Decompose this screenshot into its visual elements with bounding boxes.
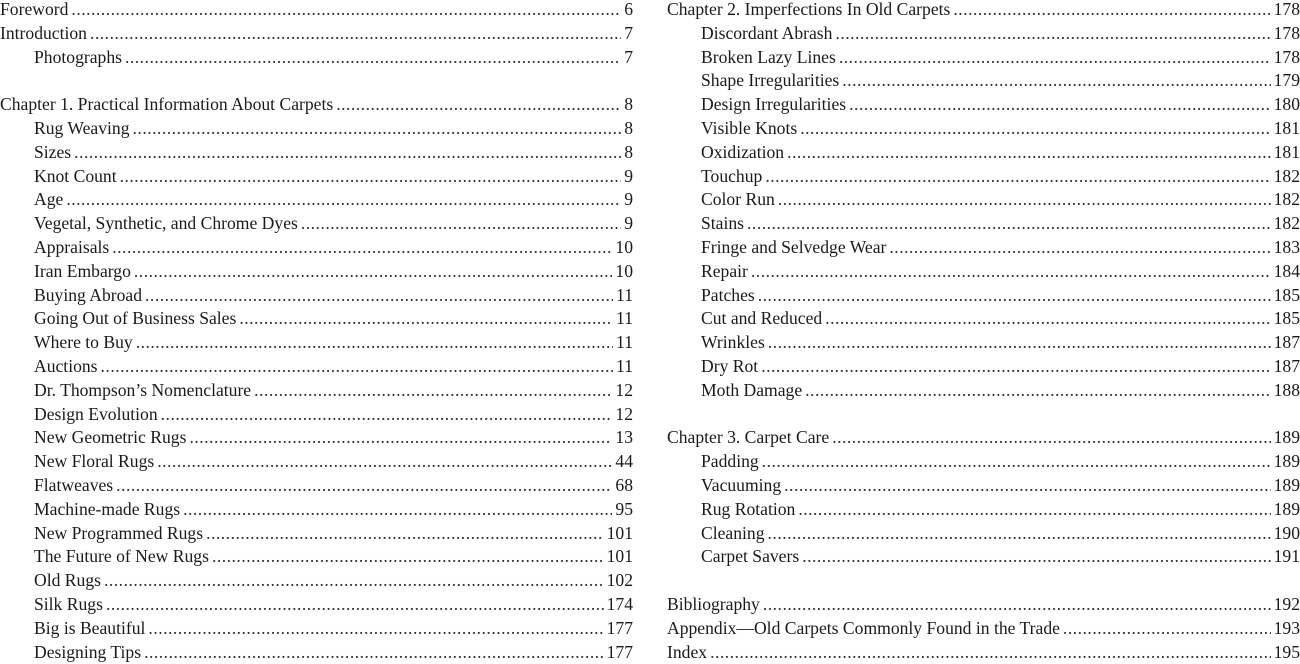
- dot-leader: [71, 0, 621, 22]
- toc-entry: [0, 474, 633, 498]
- toc-entry-title: Design Irregularities: [701, 94, 847, 115]
- toc-entry: [0, 46, 633, 70]
- toc-entry: [0, 450, 633, 474]
- toc-entry-page-number: 6: [624, 0, 633, 19]
- toc-entry-page-number: 12: [615, 403, 633, 424]
- toc-entry-page-number: 178: [1273, 22, 1300, 43]
- dot-leader: [133, 117, 622, 141]
- toc-entry-title: Knot Count: [34, 165, 117, 186]
- toc-entry: [667, 46, 1300, 70]
- toc-entry-title: Chapter 3. Carpet Care: [667, 427, 830, 448]
- toc-entry-title: Cleaning: [701, 522, 765, 543]
- toc-entry-title: Vegetal, Synthetic, and Chrome Dyes: [34, 213, 298, 234]
- dot-leader: [825, 307, 1270, 331]
- toc-entry: [0, 522, 633, 546]
- dot-leader: [842, 69, 1270, 93]
- toc-entry: [667, 69, 1300, 93]
- toc-entry-page-number: 8: [624, 118, 633, 138]
- toc-entry-page-number: 192: [1273, 594, 1300, 614]
- toc-entry-page-number: 10: [615, 260, 633, 281]
- toc-entry-page-number: 185: [1273, 308, 1300, 329]
- toc-entry: [0, 593, 633, 617]
- dot-leader: [889, 236, 1270, 260]
- dot-leader: [762, 450, 1271, 474]
- toc-entry-page-number: 191: [1273, 546, 1300, 567]
- toc-entry-page-number: 190: [1273, 522, 1300, 543]
- toc-entry-title: Flatweaves: [34, 475, 114, 495]
- toc-entry-page-number: 11: [616, 356, 633, 376]
- toc-entry: [0, 284, 633, 308]
- toc-entry-title: Stains: [701, 213, 745, 234]
- toc-entry-title: Rug Weaving: [34, 118, 130, 138]
- dot-leader: [106, 593, 604, 617]
- toc-entry-page-number: 179: [1273, 70, 1300, 91]
- toc-entry-page-number: 187: [1273, 356, 1300, 376]
- toc-entry-title: Silk Rugs: [34, 594, 103, 614]
- toc-entry: [0, 93, 633, 117]
- toc-entry-page-number: 185: [1273, 284, 1300, 305]
- dot-leader: [849, 93, 1271, 117]
- toc-entry-page-number: 101: [606, 522, 633, 543]
- toc-entry-title: Auctions: [34, 356, 98, 376]
- toc-entry-title: Dry Rot: [701, 356, 759, 376]
- toc-entry: [667, 593, 1300, 617]
- toc-entry-title: Chapter 2. Imperfections In Old Carpets: [667, 0, 951, 19]
- dot-leader: [839, 46, 1271, 70]
- toc-entry: [0, 117, 633, 141]
- toc-entry-title: Cut and Reduced: [701, 308, 823, 329]
- toc-entry-page-number: 9: [624, 213, 633, 234]
- toc-entry-page-number: 7: [624, 22, 633, 43]
- toc-entry-page-number: 182: [1273, 189, 1300, 210]
- dot-leader: [183, 498, 612, 522]
- toc-entry: [667, 22, 1300, 46]
- toc-entry-page-number: 11: [616, 332, 633, 353]
- toc-entry-title: Buying Abroad: [34, 284, 143, 305]
- toc-entry-page-number: 101: [606, 546, 633, 567]
- toc-entry-title: Introduction: [0, 22, 87, 43]
- dot-leader: [212, 545, 604, 569]
- toc-entry-page-number: 9: [624, 165, 633, 186]
- toc-entry: [667, 165, 1300, 189]
- toc-entry-title: Touchup: [701, 165, 763, 186]
- toc-entry-page-number: 8: [624, 141, 633, 162]
- toc-entry-page-number: 182: [1273, 165, 1300, 186]
- dot-leader: [761, 355, 1270, 379]
- toc-entry-page-number: 7: [624, 46, 633, 67]
- toc-entry-page-number: 189: [1273, 427, 1300, 448]
- toc-entry-title: Foreword: [0, 0, 69, 19]
- dot-leader: [784, 474, 1270, 498]
- toc-entry-page-number: 12: [615, 379, 633, 400]
- toc-entry-title: Going Out of Business Sales: [34, 308, 237, 329]
- dot-leader: [787, 141, 1271, 165]
- toc-entry-page-number: 68: [615, 475, 633, 495]
- dot-leader: [710, 641, 1271, 664]
- toc-entry: [0, 165, 633, 189]
- toc-entry-title: Photographs: [34, 46, 122, 67]
- toc-entry-page-number: 44: [615, 451, 633, 472]
- dot-leader: [765, 165, 1270, 189]
- toc-entry-title: Broken Lazy Lines: [701, 46, 836, 67]
- toc-entry: [0, 426, 633, 450]
- toc-entry-page-number: 181: [1273, 118, 1300, 138]
- toc-entry-page-number: 189: [1273, 475, 1300, 495]
- toc-entry: [667, 426, 1300, 450]
- toc-entry: [667, 117, 1300, 141]
- dot-leader: [157, 450, 612, 474]
- toc-entry-page-number: 177: [606, 617, 633, 638]
- toc-entry: [667, 93, 1300, 117]
- toc-entry: [667, 307, 1300, 331]
- toc-entry-title: Where to Buy: [34, 332, 133, 353]
- toc-entry: [667, 641, 1300, 664]
- dot-leader: [336, 93, 621, 117]
- toc-entry-title: Dr. Thompson’s Nomenclature: [34, 379, 252, 400]
- toc-entry-page-number: 183: [1273, 237, 1300, 257]
- toc-entry-page-number: 182: [1273, 213, 1300, 234]
- dot-leader: [778, 188, 1271, 212]
- toc-entry: [667, 379, 1300, 403]
- toc-entry-page-number: 180: [1273, 94, 1300, 115]
- toc-entry-page-number: 193: [1273, 617, 1300, 638]
- toc-entry-title: Chapter 1. Practical Information About Carpets: [0, 94, 334, 115]
- toc-entry: [667, 450, 1300, 474]
- toc-entry-title: Fringe and Selvedge Wear: [701, 237, 887, 257]
- toc-entry-page-number: 10: [615, 237, 633, 257]
- toc-entry-title: Index: [667, 641, 708, 662]
- dot-leader: [953, 0, 1270, 22]
- toc-entry: [0, 641, 633, 664]
- dot-leader: [104, 569, 604, 593]
- toc-entry: [667, 212, 1300, 236]
- toc-entry-title: Padding: [701, 451, 759, 472]
- dot-leader: [768, 522, 1271, 546]
- toc-entry-title: Iran Embargo: [34, 260, 131, 281]
- toc-entry-page-number: 189: [1273, 498, 1300, 519]
- toc-entry-title: Sizes: [34, 141, 72, 162]
- toc-entry: [667, 498, 1300, 522]
- toc-entry-title: Repair: [701, 260, 748, 281]
- toc-entry-title: The Future of New Rugs: [34, 546, 209, 567]
- toc-entry-page-number: 11: [616, 284, 633, 305]
- toc-entry: [0, 331, 633, 355]
- toc-entry-page-number: 187: [1273, 332, 1300, 353]
- toc-entry-page-number: 188: [1273, 379, 1300, 400]
- dot-leader: [768, 331, 1271, 355]
- toc-entry-title: Age: [34, 189, 64, 210]
- dot-leader: [144, 641, 604, 664]
- toc-entry-title: Discordant Abrash: [701, 22, 833, 43]
- toc-entry: [0, 236, 633, 260]
- toc-entry: [667, 0, 1300, 22]
- toc-entry-page-number: 13: [615, 427, 633, 448]
- toc-entry: [667, 522, 1300, 546]
- toc-entry: [0, 260, 633, 284]
- toc-entry-page-number: 11: [616, 308, 633, 329]
- toc-entry-title: Moth Damage: [701, 379, 803, 400]
- toc-entry: [0, 355, 633, 379]
- dot-leader: [800, 117, 1270, 141]
- toc-entry: [0, 22, 633, 46]
- toc-entry-title: Bibliography: [667, 594, 760, 614]
- dot-leader: [763, 593, 1271, 617]
- dot-leader: [125, 46, 621, 70]
- dot-leader: [301, 212, 621, 236]
- toc-entry: [667, 474, 1300, 498]
- dot-leader: [145, 284, 613, 308]
- toc-entry: [0, 379, 633, 403]
- dot-leader: [239, 307, 613, 331]
- toc-entry: [667, 236, 1300, 260]
- toc-entry: [0, 617, 633, 641]
- dot-leader: [136, 331, 613, 355]
- toc-entry: [0, 569, 633, 593]
- toc-entry-title: Old Rugs: [34, 570, 101, 591]
- toc-entry-title: Wrinkles: [701, 332, 765, 353]
- toc-entry-page-number: 95: [615, 498, 633, 519]
- toc-entry: [667, 141, 1300, 165]
- toc-entry-page-number: 181: [1273, 141, 1300, 162]
- toc-entry-title: Patches: [701, 284, 755, 305]
- toc-entry-page-number: 195: [1273, 641, 1300, 662]
- dot-leader: [66, 188, 621, 212]
- toc-entry: [0, 141, 633, 165]
- dot-leader: [74, 141, 621, 165]
- toc-entry: [0, 188, 633, 212]
- dot-leader: [116, 474, 612, 498]
- dot-leader: [758, 284, 1271, 308]
- toc-entry-page-number: 174: [606, 594, 633, 614]
- toc-entry: [667, 355, 1300, 379]
- toc-entry: [0, 212, 633, 236]
- toc-entry-page-number: 178: [1273, 0, 1300, 19]
- dot-leader: [802, 545, 1270, 569]
- toc-entry: [0, 545, 633, 569]
- toc-entry-page-number: 189: [1273, 451, 1300, 472]
- dot-leader: [90, 22, 621, 46]
- toc-entry-title: New Geometric Rugs: [34, 427, 187, 448]
- toc-entry-page-number: 8: [624, 94, 633, 115]
- toc-entry-page-number: 102: [606, 570, 633, 591]
- dot-leader: [134, 260, 613, 284]
- toc-entry-title: Appraisals: [34, 237, 110, 257]
- toc-entry-title: Design Evolution: [34, 403, 158, 424]
- toc-entry-title: Oxidization: [701, 141, 785, 162]
- toc-entry: [667, 331, 1300, 355]
- dot-leader: [206, 522, 604, 546]
- toc-entry-title: Color Run: [701, 189, 775, 210]
- toc-entry-title: Vacuuming: [701, 475, 782, 495]
- dot-leader: [101, 355, 614, 379]
- toc-entry-title: Carpet Savers: [701, 546, 800, 567]
- toc-entry-title: New Programmed Rugs: [34, 522, 204, 543]
- dot-leader: [1063, 617, 1271, 641]
- toc-entry-page-number: 177: [606, 641, 633, 662]
- toc-entry: [667, 545, 1300, 569]
- toc-entry-title: Machine-made Rugs: [34, 498, 181, 519]
- toc-entry-title: Appendix—Old Carpets Commonly Found in the Trade: [667, 617, 1060, 638]
- toc-entry-title: Big is Beautiful: [34, 617, 146, 638]
- toc-entry: [667, 617, 1300, 641]
- toc-entry: [667, 284, 1300, 308]
- toc-entry-page-number: 178: [1273, 46, 1300, 67]
- toc-entry: [0, 498, 633, 522]
- toc-entry-title: Visible Knots: [701, 118, 798, 138]
- toc-entry-title: New Floral Rugs: [34, 451, 155, 472]
- toc-entry-page-number: 184: [1273, 260, 1300, 281]
- dot-leader: [832, 426, 1270, 450]
- toc-entry-title: Designing Tips: [34, 641, 142, 662]
- dot-leader: [798, 498, 1270, 522]
- toc-entry-page-number: 9: [624, 189, 633, 210]
- toc-entry: [667, 188, 1300, 212]
- dot-leader: [148, 617, 603, 641]
- dot-leader: [120, 165, 622, 189]
- dot-leader: [189, 426, 612, 450]
- toc-entry: [0, 0, 633, 22]
- toc-entry: [667, 260, 1300, 284]
- dot-leader: [254, 379, 612, 403]
- dot-leader: [161, 403, 613, 427]
- dot-leader: [112, 236, 612, 260]
- toc-entry: [0, 307, 633, 331]
- toc-entry: [0, 403, 633, 427]
- dot-leader: [751, 260, 1271, 284]
- dot-leader: [747, 212, 1271, 236]
- toc-entry-title: Shape Irregularities: [701, 70, 840, 91]
- dot-leader: [835, 22, 1270, 46]
- toc-entry-title: Rug Rotation: [701, 498, 796, 519]
- dot-leader: [805, 379, 1270, 403]
